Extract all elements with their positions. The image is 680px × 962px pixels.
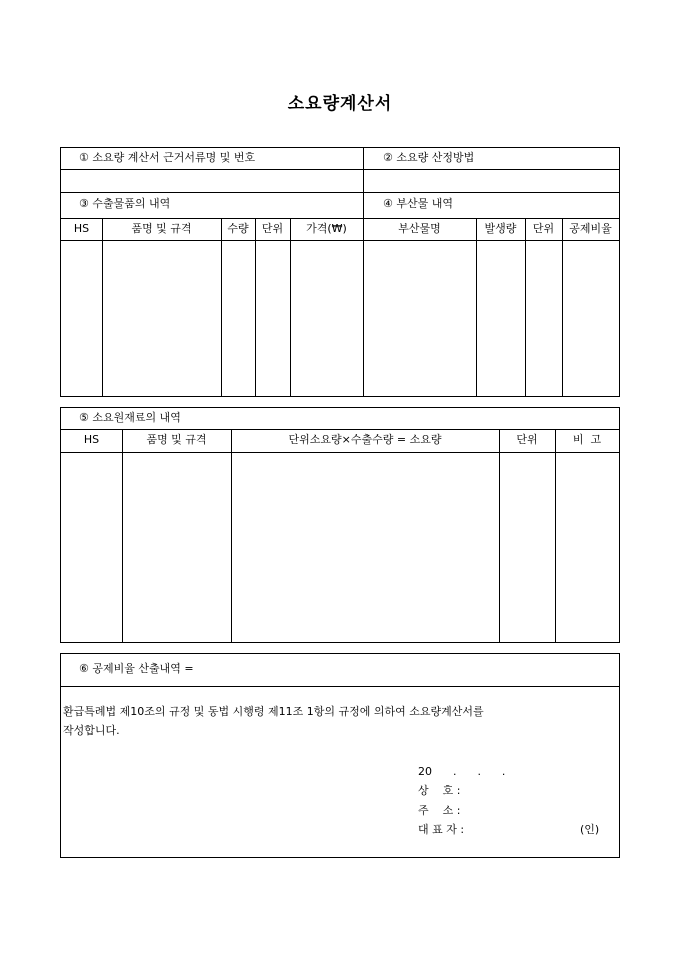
date-line: 20 . . . [418, 765, 506, 778]
column-header-byproduct-name: 부산물명 [398, 222, 441, 235]
column-header-remarks: 비 고 [572, 433, 602, 446]
label-calculation-method: ② 소요량 산정방법 [383, 151, 475, 164]
section-export-goods [60, 147, 620, 397]
column-header-unit: 단위 [516, 433, 538, 446]
column-header-quantity: 수량 [227, 222, 249, 235]
label-deduction-ratio-calculation: ⑥ 공제비율 산출내역 = [79, 662, 194, 675]
representative-label: 대 표 자 : [418, 823, 465, 836]
column-header-deduction-ratio: 공제비율 [569, 222, 612, 235]
column-header-item-spec: 품명 및 규격 [146, 433, 207, 446]
seal-mark: (인) [580, 823, 600, 836]
address-label: 주 소 : [418, 804, 461, 817]
label-basis-documents: ① 소요량 계산서 근거서류명 및 번호 [79, 151, 256, 164]
section-raw-materials [60, 407, 620, 643]
declaration-statement-line2: 작성합니다. [63, 724, 120, 737]
column-header-hs: HS [73, 222, 90, 235]
column-header-price: 가격(₩) [306, 222, 347, 235]
column-header-required-amount: 단위소요량×수출수량 = 소요량 [288, 433, 442, 446]
column-header-byproduct-unit: 단위 [532, 222, 555, 235]
label-export-goods: ③ 수출물품의 내역 [79, 197, 171, 210]
declaration-statement-line1: 환급특례법 제10조의 규정 및 동법 시행령 제11조 1항의 규정에 의하여 소요량계산서를 [63, 705, 484, 718]
label-raw-materials: ⑤ 소요원재료의 내역 [79, 411, 181, 424]
column-header-hs: HS [83, 433, 100, 446]
column-header-unit: 단위 [261, 222, 284, 235]
section-declaration [60, 653, 620, 858]
column-header-item-spec: 품명 및 규격 [131, 222, 192, 235]
label-byproducts: ④ 부산물 내역 [383, 197, 453, 210]
company-name-label: 상 호 : [418, 784, 461, 797]
column-header-generated-amount: 발생량 [484, 222, 517, 235]
document-title: 소요량계산서 [287, 94, 393, 114]
